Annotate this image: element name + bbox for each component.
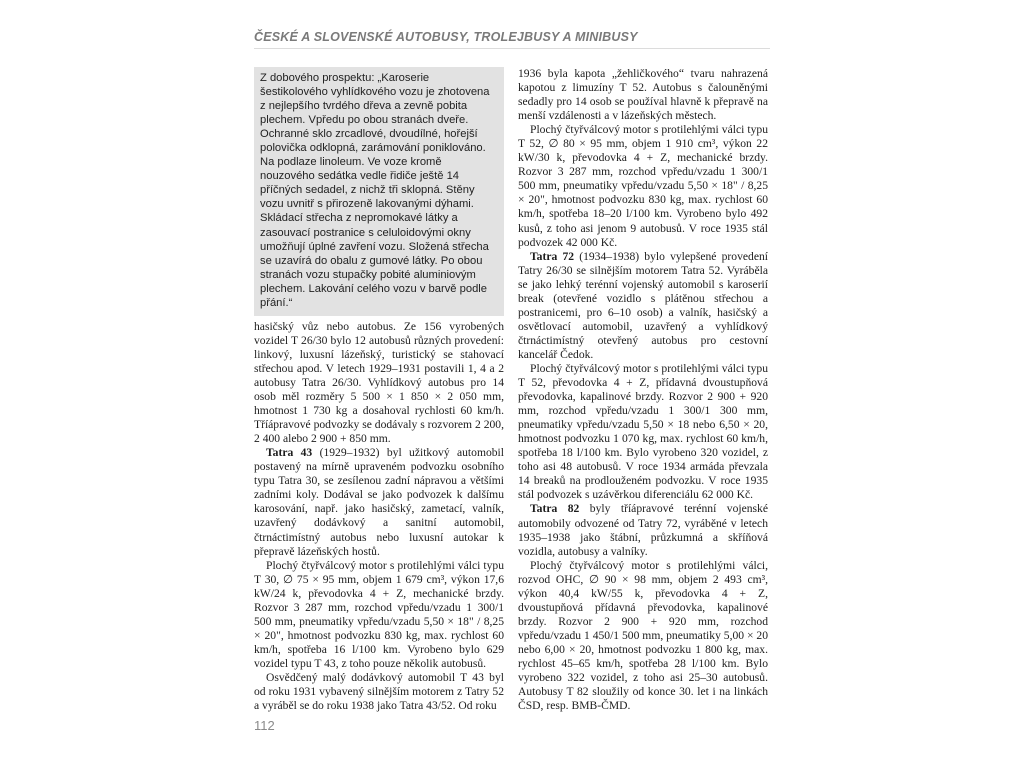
prospectus-quote-box: Z dobového prospektu: „Karoserie šestikolového vyhlídkového vozu je zhotovena z nejlepšího tvrdého dřeva a zevně pobita plechem. Vpředu po obou stranách dveře. Ochranné sklo zrcadlové, dvoudílné, hořejší polovička odklopná, zarámování poniklováno. Na podlaze linoleum. Ve voze kromě nouzového sedátka vedle řidiče ještě 14 příčných sedadel, z nichž tři sklopná. Stěny vozu uvnitř s přirozeně lakovanými dýhami. Skládací střecha z nepromokavé látky a zasouvací postranice s celuloidovými okny umožňují úplné zavření vozu. Složená střecha se uzavírá do obalu z gumové látky. Po obou stranách vozu stupačky pobité aluminiovým plechem. Lakování celého vozu v barvě podle přání.“ (254, 67, 504, 316)
paragraph: hasičský vůz nebo autobus. Ze 156 vyrobených vozidel T 26/30 bylo 12 autobusů různých provedení: linkový, luxusní lázeňský, turistický se stahovací střechou apod. V letech 1929–1931 postavili 1, 4 a 2 autobusy Tatra 26/30. Vyhlídkový autobus pro 14 osob měl rozměry 5 500 × 1 850 × 2 050 mm, hmotnost 1 730 kg a dosahoval rychlosti 60 km/h. Tříápravové podvozky se dodávaly s rozvorem 2 200, 2 400 alebo 2 900 + 850 mm. (254, 319, 504, 446)
left-column (254, 67, 504, 713)
header-divider (254, 48, 770, 49)
paragraph: Plochý čtyřválcový motor s protilehlými válci typu T 52, ∅ 80 × 95 mm, objem 1 910 cm³, výkon 22 kW/30 k, převodovka 4 + Z, mechanické brzdy. Rozvor 3 287 mm, rozchod vpředu/vzadu 1 300/1 500 mm, pneumatiky vpředu/vzadu 5,50 × 18" / 8,25 × 20", hmotnost podvozku 830 kg, max. rychlost 60 km/h, spotřeba 18–20 l/100 km. Vyrobeno bylo 492 kusů, z toho asi jenom 9 autobusů. V roce 1935 stál podvozek 42 000 Kč. (518, 123, 768, 249)
paragraph (518, 502, 768, 558)
page-header-title: ČESKÉ A SLOVENSKÉ AUTOBUSY, TROLEJBUSY A MINIBUSY (254, 30, 638, 44)
paragraph: Osvědčený malý dodávkový automobil T 43 byl od roku 1931 vybavený silnějším motorem z Tatry 52 a vyráběl se do roku 1938 jako Tatra 43/52. Od roku (254, 670, 504, 713)
paragraph: Plochý čtyřválcový motor s protilehlými válci typu T 30, ∅ 75 × 95 mm, objem 1 679 cm³, výkon 17,6 kW/24 k, převodovka 4 + Z, mechanické brzdy. Rozvor 3 287 mm, rozchod vpředu/vzadu 1 300/1 500 mm, pneumatiky vpředu/vzadu 5,50 × 18" / 8,25 × 20", hmotnost podvozku 830 kg, max. rychlost 60 km/h, spotřeba 16 l/100 km. Vyrobeno bylo 629 vozidel typu T 43, z toho pouze několik autobusů. (254, 558, 504, 670)
paragraph-text: byly tříápravové terénní vojenské automobily odvozené od Tatry 72, vyráběné v letech 1935–1938 jako štábní, průzkumná a skříňová vozidla, autobusy a valníky. (518, 502, 768, 558)
right-column (518, 67, 768, 713)
paragraph: 1936 byla kapota „žehličkového“ tvaru nahrazená kapotou z limuzíny T 52. Autobus s čalouněnými sedadly pro 14 osob se používal hlavně k přepravě na menší vzdálenosti a v lázeňských městech. (518, 67, 768, 123)
paragraph: Plochý čtyřválcový motor s protilehlými válci typu T 52, převodovka 4 + Z, přídavná dvoustupňová převodovka, kapalinové brzdy. Rozvor 2 900 + 920 mm, rozchod vpředu/vzadu 1 300/1 300 mm, pneumatiky vpředu/vzadu 5,50 × 18 nebo 6,50 × 20, hmotnost podvozku 1 070 kg, max. rychlost 60 km/h, spotřeba 18 l/100 km. Bylo vyrobeno 320 vozidel, z toho asi 48 autobusů. V roce 1934 armáda převzala 14 breaků na prodlouženém podvozku. V roce 1935 stál podvozek s uzávěrkou diferenciálu 62 000 Kč. (518, 361, 768, 502)
paragraph: Plochý čtyřválcový motor s protilehlými válci, rozvod OHC, ∅ 90 × 98 mm, objem 2 493 cm³, výkon 40,4 kW/55 k, převodovka 4 + Z, dvoustupňová přídavná převodovka, kapalinové brzdy. Rozvor 2 900 + 920 mm, rozchod vpředu/vzadu 1 450/1 500 mm, pneumatiky 5,00 × 20 nebo 6,00 × 20, hmotnost podvozku 1 800 kg, max. rychlost 45–65 km/h, spotřeba 28 l/100 km. Bylo vyrobeno 322 vozidel, z toho asi 25–30 autobusů. Autobusy T 82 sloužily od konce 30. let i na linkách ČSD, resp. BMB-ČMD. (518, 558, 768, 713)
paragraph-text: (1929–1932) byl užitkový automobil postavený na mírně upraveném podvozku osobního typu Tatra 30, se zesílenou zadní nápravou a většími zadními koly. Dodával se jako podvozek k dalšímu karosování, např. jako hasičský, zametací, valník, uzavřený dodávkový a sanitní automobil, čtrnáctimístný autobus nebo luxusní autokar k přepravě lázeňských hostů. (254, 446, 504, 558)
paragraph (254, 446, 504, 558)
model-name-tatra-72: Tatra 72 (530, 249, 575, 263)
model-name-tatra-82: Tatra 82 (530, 502, 580, 516)
model-name-tatra-43: Tatra 43 (266, 446, 313, 460)
paragraph (518, 250, 768, 362)
paragraph-text: (1934–1938) bylo vylepšené provedení Tatry 26/30 se silnějším motorem Tatra 52. Vyráběla se jako lehký terénní vojenský automobil s karoserií break (otevřené vozidlo s plátěnou střechou a postranicemi, pro 6–10 osob) a valník, hasičský a osvětlovací automobil, uzavřený a vyhlídkový čtrnáctimístný otevřený autobus pro cestovní kancelář Čedok. (518, 249, 768, 361)
page-number: 112 (254, 718, 275, 733)
